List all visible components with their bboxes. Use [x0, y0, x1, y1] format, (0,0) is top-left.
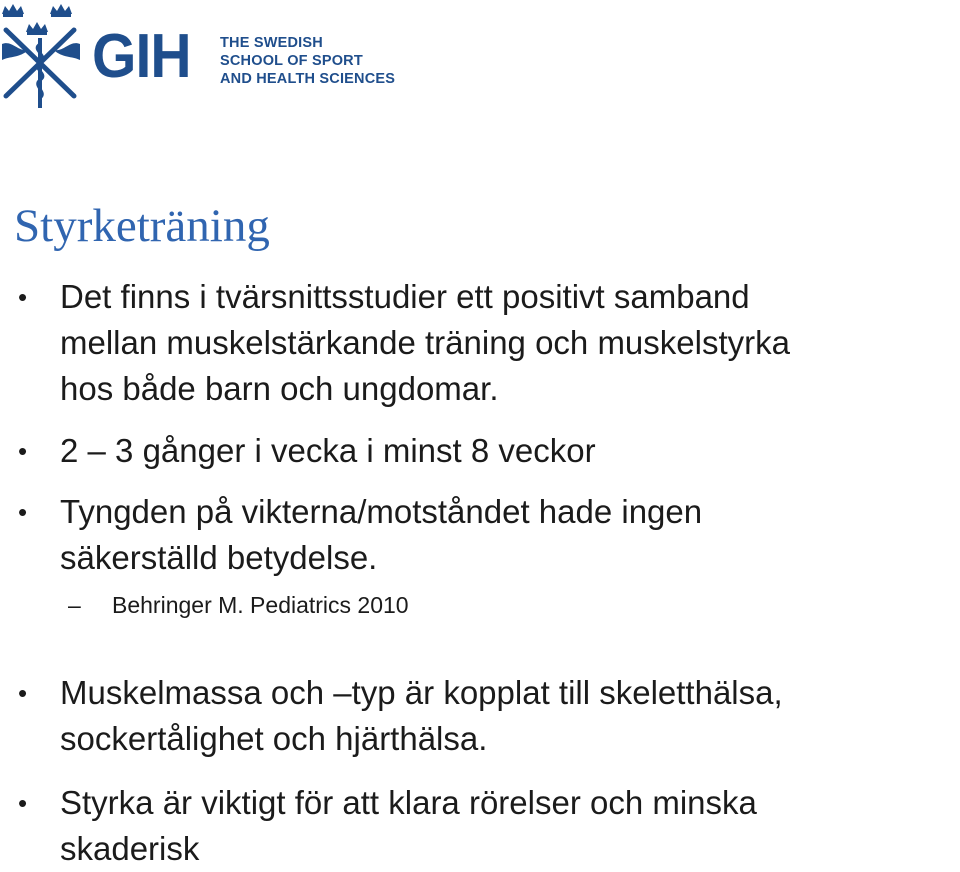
- bullet-dot: •: [18, 678, 28, 708]
- bullet-line: Styrka är viktigt för att klara rörelser och minska: [60, 784, 757, 821]
- bullet-dot: •: [18, 497, 28, 527]
- bullet-line: mellan muskelstärkande träning och muskelstyrka: [60, 324, 790, 361]
- bullet-line: 2 – 3 gånger i vecka i minst 8 veckor: [60, 432, 596, 469]
- logo-tagline-line: THE SWEDISH: [220, 35, 323, 51]
- bullet-item: [18, 274, 960, 412]
- bullet-line: Muskelmassa och –typ är kopplat till skeletthälsa,: [60, 674, 783, 711]
- logo-wordmark: GIH: [92, 22, 191, 91]
- reference-text: Behringer M. Pediatrics 2010: [112, 592, 409, 618]
- bullet-line: hos både barn och ungdomar.: [60, 370, 499, 407]
- bullet-line: Det finns i tvärsnittsstudier ett positivt samband: [60, 278, 750, 315]
- bullet-dot: •: [18, 788, 28, 818]
- bullet-item: [18, 428, 960, 474]
- bullet-dot: •: [18, 436, 28, 466]
- sub-bullet-dash: –: [68, 592, 81, 618]
- slide-title: Styrketräning: [14, 200, 270, 252]
- sub-bullet-item: [68, 589, 409, 621]
- bullet-item: [18, 780, 960, 872]
- gih-emblem-icon: [0, 0, 82, 112]
- logo-tagline-line: SCHOOL OF SPORT: [220, 53, 363, 69]
- bullet-line: skaderisk: [60, 830, 200, 867]
- bullet-item: [18, 670, 960, 762]
- logo-tagline: [220, 34, 395, 88]
- bullet-item: [18, 489, 960, 581]
- bullet-dot: •: [18, 282, 28, 312]
- bullet-line: säkerställd betydelse.: [60, 539, 378, 576]
- logo-tagline-line: AND HEALTH SCIENCES: [220, 71, 396, 87]
- gih-logo: [0, 0, 400, 115]
- bullet-line: sockertålighet och hjärthälsa.: [60, 720, 488, 757]
- bullet-line: Tyngden på vikterna/motståndet hade ingen: [60, 493, 703, 530]
